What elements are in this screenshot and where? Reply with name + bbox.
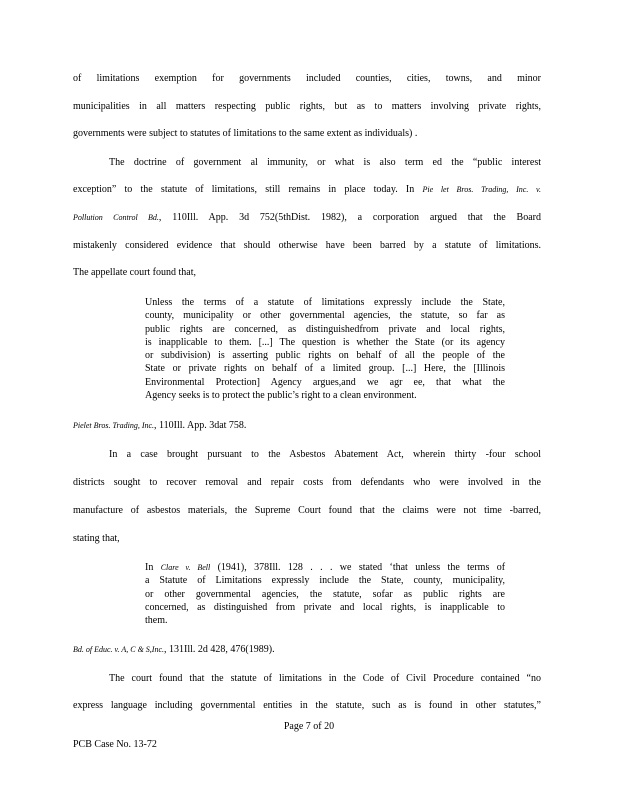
quote-line: State or private rights on behalf of a limited group. [...] Here, the [Illinois xyxy=(145,363,505,375)
text-segment: , 110Ill. App. 3d 752(5thDist. 1982), a corporation argued that the Board xyxy=(158,212,541,223)
quote-line: Unless the terms of a statute of limitations expressly include the State, xyxy=(145,297,505,308)
case-name: Pie let Bros. Trading, Inc. v. xyxy=(422,185,542,194)
citation-detail: , 110Ill. App. 3dat 758. xyxy=(154,420,247,431)
body-line: of limitations exemption for governments included counties, cities, towns, and minor xyxy=(73,73,541,84)
body-line: mistakenly considered evidence that should otherwise have been barred by a statute of limitations. xyxy=(73,240,541,251)
body-line: governments were subject to statutes of limitations to the same extent as individuals) . xyxy=(73,128,418,139)
text-segment: In xyxy=(145,562,154,573)
quote-line: them. xyxy=(145,615,168,627)
quote-line: or subdivision) is asserting public rights on behalf of all the people of the xyxy=(145,350,505,362)
text-segment: exception” to the statute of limitations, still remains in place today. In xyxy=(73,184,415,195)
citation-detail: , 131Ill. 2d 428, 476(1989). xyxy=(164,644,275,655)
citation xyxy=(73,420,246,431)
body-line: express language including governmental entities in the statute, such as is found in other statutes,” xyxy=(73,700,541,711)
quote-line: concerned, as distinguished from private and local rights, is inapplicable to xyxy=(145,601,505,613)
quote-line xyxy=(145,561,505,574)
body-line: The doctrine of government al immunity, or what is also term ed the “public interest xyxy=(109,157,541,168)
body-line: The court found that the statute of limitations in the Code of Civil Procedure contained “no xyxy=(109,673,541,684)
quote-line: is inapplicable to them. [...] The question is whether the State (or its agency xyxy=(145,336,505,348)
citation xyxy=(73,644,275,655)
case-name: Pielet Bros. Trading, Inc. xyxy=(73,421,155,430)
quote-line: public rights are concerned, as distinguishedfrom private and local rights, xyxy=(145,323,505,335)
body-line xyxy=(73,184,541,195)
quote-line: a Statute of Limitations expressly include the State, county, municipality, xyxy=(145,575,505,587)
block-quote xyxy=(145,561,505,627)
text-segment: (1941), 378Ill. 128 . . . we stated ‘that unless the terms of xyxy=(217,562,506,573)
quote-line: Agency seeks is to protect the public’s right to a clean environment. xyxy=(145,390,417,402)
body-line: stating that, xyxy=(73,533,120,544)
case-name: Pollution Control Bd. xyxy=(73,213,159,222)
case-name: Bd. of Educ. v. A, C & S,Inc. xyxy=(73,645,165,654)
quote-line: Environmental Protection] Agency argues,and we agr ee, that what the xyxy=(145,376,505,388)
quote-line: county, municipality or other governmental agencies, the statute, so far as xyxy=(145,310,505,322)
case-name: Clare v. Bell xyxy=(160,563,211,572)
body-line xyxy=(73,212,541,223)
body-line: In a case brought pursuant to the Asbestos Abatement Act, wherein thirty -four school xyxy=(109,449,541,460)
case-number: PCB Case No. 13-72 xyxy=(73,739,157,750)
block-quote xyxy=(145,296,505,402)
body-line: districts sought to recover removal and repair costs from defendants who were involved in the xyxy=(73,477,541,488)
quote-line: or other governmental agencies, the statute, sofar as public rights are xyxy=(145,588,505,600)
body-line: municipalities in all matters respecting public rights, but as to matters involving private rights, xyxy=(73,101,541,112)
page-number: Page 7 of 20 xyxy=(283,721,335,732)
body-line: The appellate court found that, xyxy=(73,267,197,278)
body-line: manufacture of asbestos materials, the Supreme Court found that the claims were not time -barred, xyxy=(73,505,541,516)
